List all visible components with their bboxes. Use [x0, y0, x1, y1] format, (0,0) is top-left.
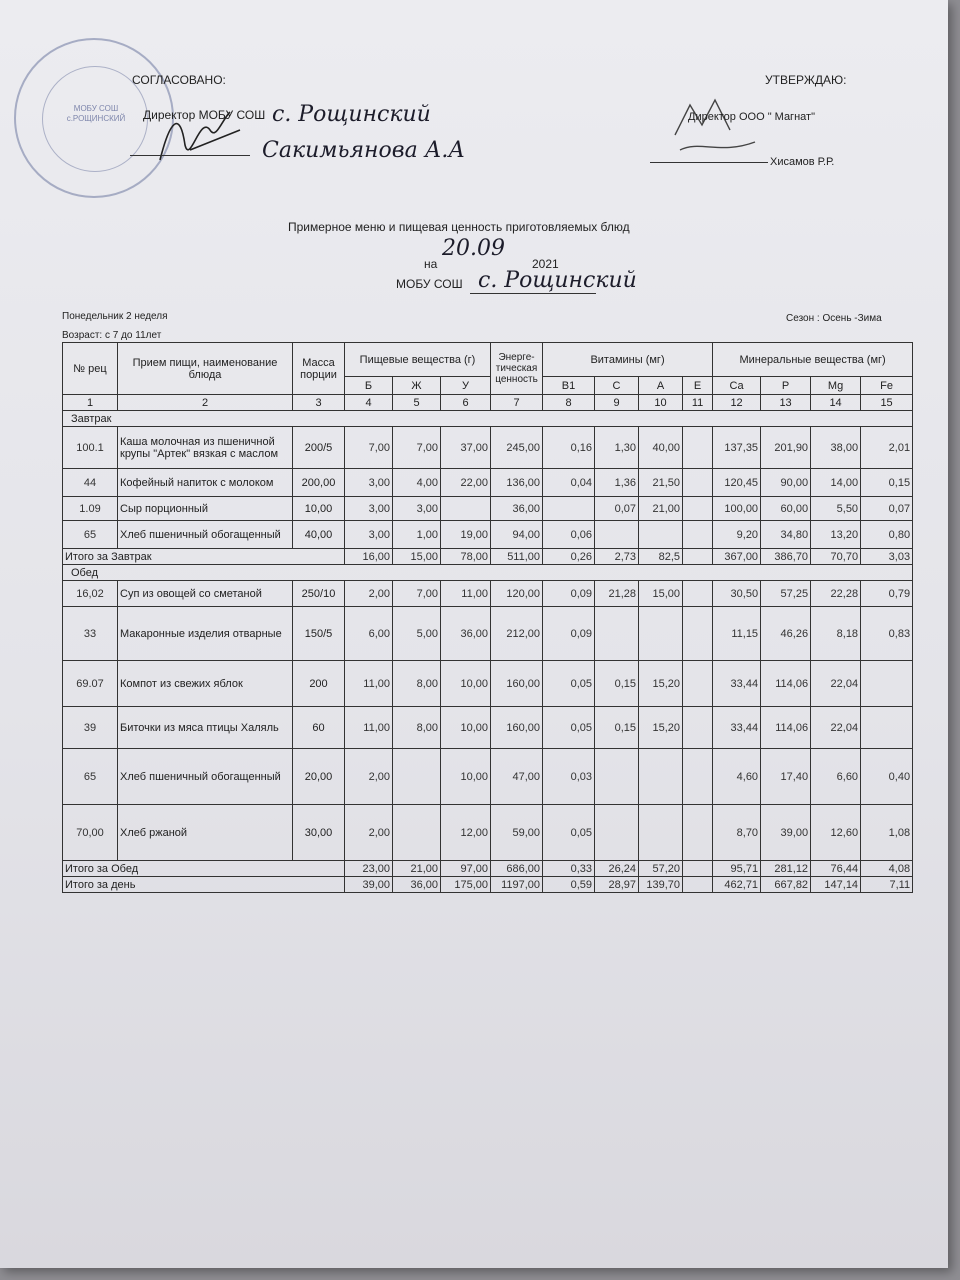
value-cell: 8,70: [713, 805, 761, 861]
value-cell: 120,00: [491, 581, 543, 607]
value-cell: 5,00: [393, 607, 441, 661]
portion-mass: 30,00: [293, 805, 345, 861]
value-cell: 0,09: [543, 607, 595, 661]
index-cell: 5: [393, 395, 441, 411]
value-cell: 38,00: [811, 427, 861, 469]
value-cell: 12,00: [441, 805, 491, 861]
value-cell: 2,00: [345, 749, 393, 805]
table-row: [63, 521, 913, 549]
recipe-number: 44: [63, 469, 118, 497]
index-cell: 10: [639, 395, 683, 411]
value-cell: [683, 427, 713, 469]
index-cell: 3: [293, 395, 345, 411]
value-cell: 36,00: [491, 497, 543, 521]
table-row: [63, 749, 913, 805]
header-energy: Энерге-тическая ценность: [491, 343, 543, 395]
season-label: Сезон : Осень -Зима: [786, 313, 882, 324]
recipe-number: 16,02: [63, 581, 118, 607]
value-cell: 160,00: [491, 661, 543, 707]
table-row: [63, 427, 913, 469]
dish-name: Компот из свежих яблок: [118, 661, 293, 707]
total-value: 7,11: [861, 877, 913, 893]
subheader-cell: Е: [683, 377, 713, 395]
value-cell: [683, 497, 713, 521]
value-cell: 7,00: [393, 427, 441, 469]
value-cell: 7,00: [345, 427, 393, 469]
portion-mass: 200: [293, 661, 345, 707]
date-handwritten: 20.09: [442, 236, 505, 261]
portion-mass: 20,00: [293, 749, 345, 805]
value-cell: [595, 749, 639, 805]
director-right-name: Хисамов Р.Р.: [770, 156, 835, 168]
value-cell: 60,00: [761, 497, 811, 521]
header-meal: Прием пищи, наименование блюда: [118, 343, 293, 395]
value-cell: [861, 661, 913, 707]
value-cell: [683, 805, 713, 861]
value-cell: [639, 607, 683, 661]
value-cell: 10,00: [441, 707, 491, 749]
value-cell: 19,00: [441, 521, 491, 549]
portion-mass: 150/5: [293, 607, 345, 661]
total-label: Итого за Обед: [63, 861, 345, 877]
value-cell: [683, 521, 713, 549]
value-cell: 3,00: [345, 521, 393, 549]
value-cell: 0,05: [543, 707, 595, 749]
index-cell: 2: [118, 395, 293, 411]
value-cell: [683, 661, 713, 707]
total-value: 21,00: [393, 861, 441, 877]
value-cell: [393, 805, 441, 861]
total-value: 23,00: [345, 861, 393, 877]
school-handwritten: с. Рощинский: [272, 102, 431, 127]
total-value: 281,12: [761, 861, 811, 877]
value-cell: 160,00: [491, 707, 543, 749]
dish-name: Хлеб пшеничный обогащенный: [118, 749, 293, 805]
dish-name: Хлеб ржаной: [118, 805, 293, 861]
value-cell: 0,04: [543, 469, 595, 497]
total-value: 511,00: [491, 549, 543, 565]
total-value: 28,97: [595, 877, 639, 893]
subheader-cell: Б: [345, 377, 393, 395]
value-cell: 0,83: [861, 607, 913, 661]
table-row: [63, 707, 913, 749]
value-cell: 15,20: [639, 661, 683, 707]
total-value: 2,73: [595, 549, 639, 565]
value-cell: 0,40: [861, 749, 913, 805]
value-cell: 0,03: [543, 749, 595, 805]
recipe-number: 65: [63, 521, 118, 549]
total-value: 76,44: [811, 861, 861, 877]
value-cell: 114,06: [761, 661, 811, 707]
total-value: 39,00: [345, 877, 393, 893]
portion-mass: 200,00: [293, 469, 345, 497]
value-cell: 0,07: [595, 497, 639, 521]
value-cell: 4,60: [713, 749, 761, 805]
value-cell: 114,06: [761, 707, 811, 749]
value-cell: [639, 521, 683, 549]
dish-name: Суп из овощей со сметаной: [118, 581, 293, 607]
section-label: Обед: [63, 565, 913, 581]
value-cell: 11,00: [345, 707, 393, 749]
value-cell: 4,00: [393, 469, 441, 497]
total-value: 1197,00: [491, 877, 543, 893]
value-cell: 136,00: [491, 469, 543, 497]
total-value: 147,14: [811, 877, 861, 893]
value-cell: 37,00: [441, 427, 491, 469]
value-cell: 94,00: [491, 521, 543, 549]
value-cell: [595, 607, 639, 661]
value-cell: 212,00: [491, 607, 543, 661]
total-value: 0,33: [543, 861, 595, 877]
total-value: 26,24: [595, 861, 639, 877]
value-cell: 12,60: [811, 805, 861, 861]
value-cell: 0,15: [861, 469, 913, 497]
total-value: 462,71: [713, 877, 761, 893]
value-cell: 30,50: [713, 581, 761, 607]
value-cell: 40,00: [639, 427, 683, 469]
table-row: [63, 469, 913, 497]
total-value: 78,00: [441, 549, 491, 565]
subheader-cell: Fe: [861, 377, 913, 395]
dish-name: Кофейный напиток с молоком: [118, 469, 293, 497]
header-row-1: [63, 343, 913, 377]
portion-mass: 40,00: [293, 521, 345, 549]
total-row: [63, 877, 913, 893]
index-cell: 7: [491, 395, 543, 411]
value-cell: 21,50: [639, 469, 683, 497]
total-value: [683, 877, 713, 893]
value-cell: 8,00: [393, 661, 441, 707]
value-cell: [861, 707, 913, 749]
header-mass: Масса порции: [293, 343, 345, 395]
signature-line-left: [130, 155, 250, 156]
index-cell: 9: [595, 395, 639, 411]
value-cell: 0,07: [861, 497, 913, 521]
total-value: 686,00: [491, 861, 543, 877]
recipe-number: 69.07: [63, 661, 118, 707]
value-cell: 22,04: [811, 661, 861, 707]
total-value: 97,00: [441, 861, 491, 877]
document-title: Примерное меню и пищевая ценность приготовляемых блюд: [288, 220, 630, 234]
date-prefix: на: [424, 257, 438, 271]
total-value: 139,70: [639, 877, 683, 893]
value-cell: 3,00: [393, 497, 441, 521]
value-cell: 33,44: [713, 661, 761, 707]
year-label: 2021: [532, 257, 559, 271]
index-cell: 15: [861, 395, 913, 411]
value-cell: 7,00: [393, 581, 441, 607]
subheader-cell: С: [595, 377, 639, 395]
subheader-cell: Mg: [811, 377, 861, 395]
value-cell: 2,00: [345, 581, 393, 607]
dish-name: Сыр порционный: [118, 497, 293, 521]
value-cell: 11,00: [441, 581, 491, 607]
portion-mass: 60: [293, 707, 345, 749]
recipe-number: 65: [63, 749, 118, 805]
value-cell: 15,00: [639, 581, 683, 607]
value-cell: 33,44: [713, 707, 761, 749]
value-cell: [441, 497, 491, 521]
index-cell: 4: [345, 395, 393, 411]
value-cell: [639, 749, 683, 805]
index-cell: 14: [811, 395, 861, 411]
value-cell: 0,05: [543, 805, 595, 861]
value-cell: 15,20: [639, 707, 683, 749]
value-cell: [683, 607, 713, 661]
section-row: [63, 411, 913, 427]
value-cell: 39,00: [761, 805, 811, 861]
director-right-label: Директор ООО " Магнат": [688, 111, 815, 123]
index-cell: 12: [713, 395, 761, 411]
value-cell: [595, 805, 639, 861]
total-value: 3,03: [861, 549, 913, 565]
value-cell: 6,60: [811, 749, 861, 805]
total-value: 16,00: [345, 549, 393, 565]
total-value: [683, 549, 713, 565]
index-cell: 6: [441, 395, 491, 411]
value-cell: 0,05: [543, 661, 595, 707]
total-value: 95,71: [713, 861, 761, 877]
value-cell: [543, 497, 595, 521]
total-value: 386,70: [761, 549, 811, 565]
header-nutrients: Пищевые вещества (г): [345, 343, 491, 377]
header-vitamins: Витамины (мг): [543, 343, 713, 377]
table-row: [63, 581, 913, 607]
signature-line-right: [650, 162, 768, 163]
subheader-cell: У: [441, 377, 491, 395]
value-cell: 10,00: [441, 661, 491, 707]
portion-mass: 250/10: [293, 581, 345, 607]
value-cell: 3,00: [345, 469, 393, 497]
value-cell: 3,00: [345, 497, 393, 521]
value-cell: [683, 707, 713, 749]
value-cell: 100,00: [713, 497, 761, 521]
total-value: 36,00: [393, 877, 441, 893]
school-prefix: МОБУ СОШ: [396, 277, 463, 291]
recipe-number: 39: [63, 707, 118, 749]
stamp-text: МОБУ СОШ с.РОЩИНСКИЙ: [66, 104, 126, 123]
total-row: [63, 549, 913, 565]
value-cell: [683, 749, 713, 805]
subheader-cell: Ж: [393, 377, 441, 395]
value-cell: 0,16: [543, 427, 595, 469]
value-cell: 11,00: [345, 661, 393, 707]
school-name-handwritten: с. Рощинский: [478, 268, 637, 293]
value-cell: 1,00: [393, 521, 441, 549]
subheader-cell: Ca: [713, 377, 761, 395]
value-cell: 0,79: [861, 581, 913, 607]
recipe-number: 33: [63, 607, 118, 661]
value-cell: 0,15: [595, 661, 639, 707]
value-cell: 0,15: [595, 707, 639, 749]
value-cell: 17,40: [761, 749, 811, 805]
director-left-label: Директор МОБУ СОШ: [143, 108, 266, 122]
subheader-cell: В1: [543, 377, 595, 395]
school-line: [470, 293, 596, 294]
value-cell: 2,00: [345, 805, 393, 861]
total-value: [683, 861, 713, 877]
director-name-handwritten: Сакимьянова А.А: [262, 138, 466, 163]
table-row: [63, 497, 913, 521]
recipe-number: 70,00: [63, 805, 118, 861]
value-cell: 120,45: [713, 469, 761, 497]
value-cell: 8,18: [811, 607, 861, 661]
value-cell: 137,35: [713, 427, 761, 469]
day-label: Понедельник 2 неделя: [62, 311, 168, 322]
value-cell: 9,20: [713, 521, 761, 549]
total-value: 0,26: [543, 549, 595, 565]
total-value: 0,59: [543, 877, 595, 893]
header-index-row: [63, 395, 913, 411]
value-cell: 1,30: [595, 427, 639, 469]
header-num: № рец: [63, 343, 118, 395]
value-cell: [595, 521, 639, 549]
value-cell: 8,00: [393, 707, 441, 749]
total-value: 82,5: [639, 549, 683, 565]
subheader-cell: А: [639, 377, 683, 395]
value-cell: [393, 749, 441, 805]
value-cell: 47,00: [491, 749, 543, 805]
value-cell: 6,00: [345, 607, 393, 661]
value-cell: 22,04: [811, 707, 861, 749]
value-cell: 36,00: [441, 607, 491, 661]
header-minerals: Минеральные вещества (мг): [713, 343, 913, 377]
value-cell: 21,28: [595, 581, 639, 607]
value-cell: 57,25: [761, 581, 811, 607]
total-value: 70,70: [811, 549, 861, 565]
value-cell: 22,28: [811, 581, 861, 607]
index-cell: 8: [543, 395, 595, 411]
value-cell: 10,00: [441, 749, 491, 805]
portion-mass: 10,00: [293, 497, 345, 521]
dish-name: Макаронные изделия отварные: [118, 607, 293, 661]
total-row: [63, 861, 913, 877]
approved-right-label: УТВЕРЖДАЮ:: [765, 73, 847, 87]
value-cell: [639, 805, 683, 861]
recipe-number: 1.09: [63, 497, 118, 521]
dish-name: Биточки из мяса птицы Халяль: [118, 707, 293, 749]
total-value: 667,82: [761, 877, 811, 893]
value-cell: 11,15: [713, 607, 761, 661]
value-cell: 13,20: [811, 521, 861, 549]
total-label: Итого за Завтрак: [63, 549, 345, 565]
value-cell: 1,08: [861, 805, 913, 861]
value-cell: 22,00: [441, 469, 491, 497]
table-row: [63, 661, 913, 707]
value-cell: 14,00: [811, 469, 861, 497]
value-cell: 59,00: [491, 805, 543, 861]
value-cell: 90,00: [761, 469, 811, 497]
subheader-cell: P: [761, 377, 811, 395]
dish-name: Хлеб пшеничный обогащенный: [118, 521, 293, 549]
value-cell: 1,36: [595, 469, 639, 497]
value-cell: 21,00: [639, 497, 683, 521]
portion-mass: 200/5: [293, 427, 345, 469]
recipe-number: 100.1: [63, 427, 118, 469]
table-row: [63, 607, 913, 661]
total-value: 15,00: [393, 549, 441, 565]
value-cell: 46,26: [761, 607, 811, 661]
total-value: 367,00: [713, 549, 761, 565]
value-cell: [683, 581, 713, 607]
age-label: Возраст: с 7 до 11лет: [62, 330, 162, 341]
index-cell: 13: [761, 395, 811, 411]
value-cell: 5,50: [811, 497, 861, 521]
value-cell: 0,80: [861, 521, 913, 549]
section-label: Завтрак: [63, 411, 913, 427]
value-cell: 34,80: [761, 521, 811, 549]
value-cell: [683, 469, 713, 497]
value-cell: 201,90: [761, 427, 811, 469]
total-value: 175,00: [441, 877, 491, 893]
menu-table: [62, 342, 913, 893]
value-cell: 0,06: [543, 521, 595, 549]
index-cell: 11: [683, 395, 713, 411]
approved-left-label: СОГЛАСОВАНО:: [132, 73, 226, 87]
total-label: Итого за день: [63, 877, 345, 893]
value-cell: 245,00: [491, 427, 543, 469]
total-value: 57,20: [639, 861, 683, 877]
value-cell: 0,09: [543, 581, 595, 607]
table-row: [63, 805, 913, 861]
section-row: [63, 565, 913, 581]
value-cell: 2,01: [861, 427, 913, 469]
total-value: 4,08: [861, 861, 913, 877]
dish-name: Каша молочная из пшеничной крупы "Артек" вязкая с маслом: [118, 427, 293, 469]
index-cell: 1: [63, 395, 118, 411]
